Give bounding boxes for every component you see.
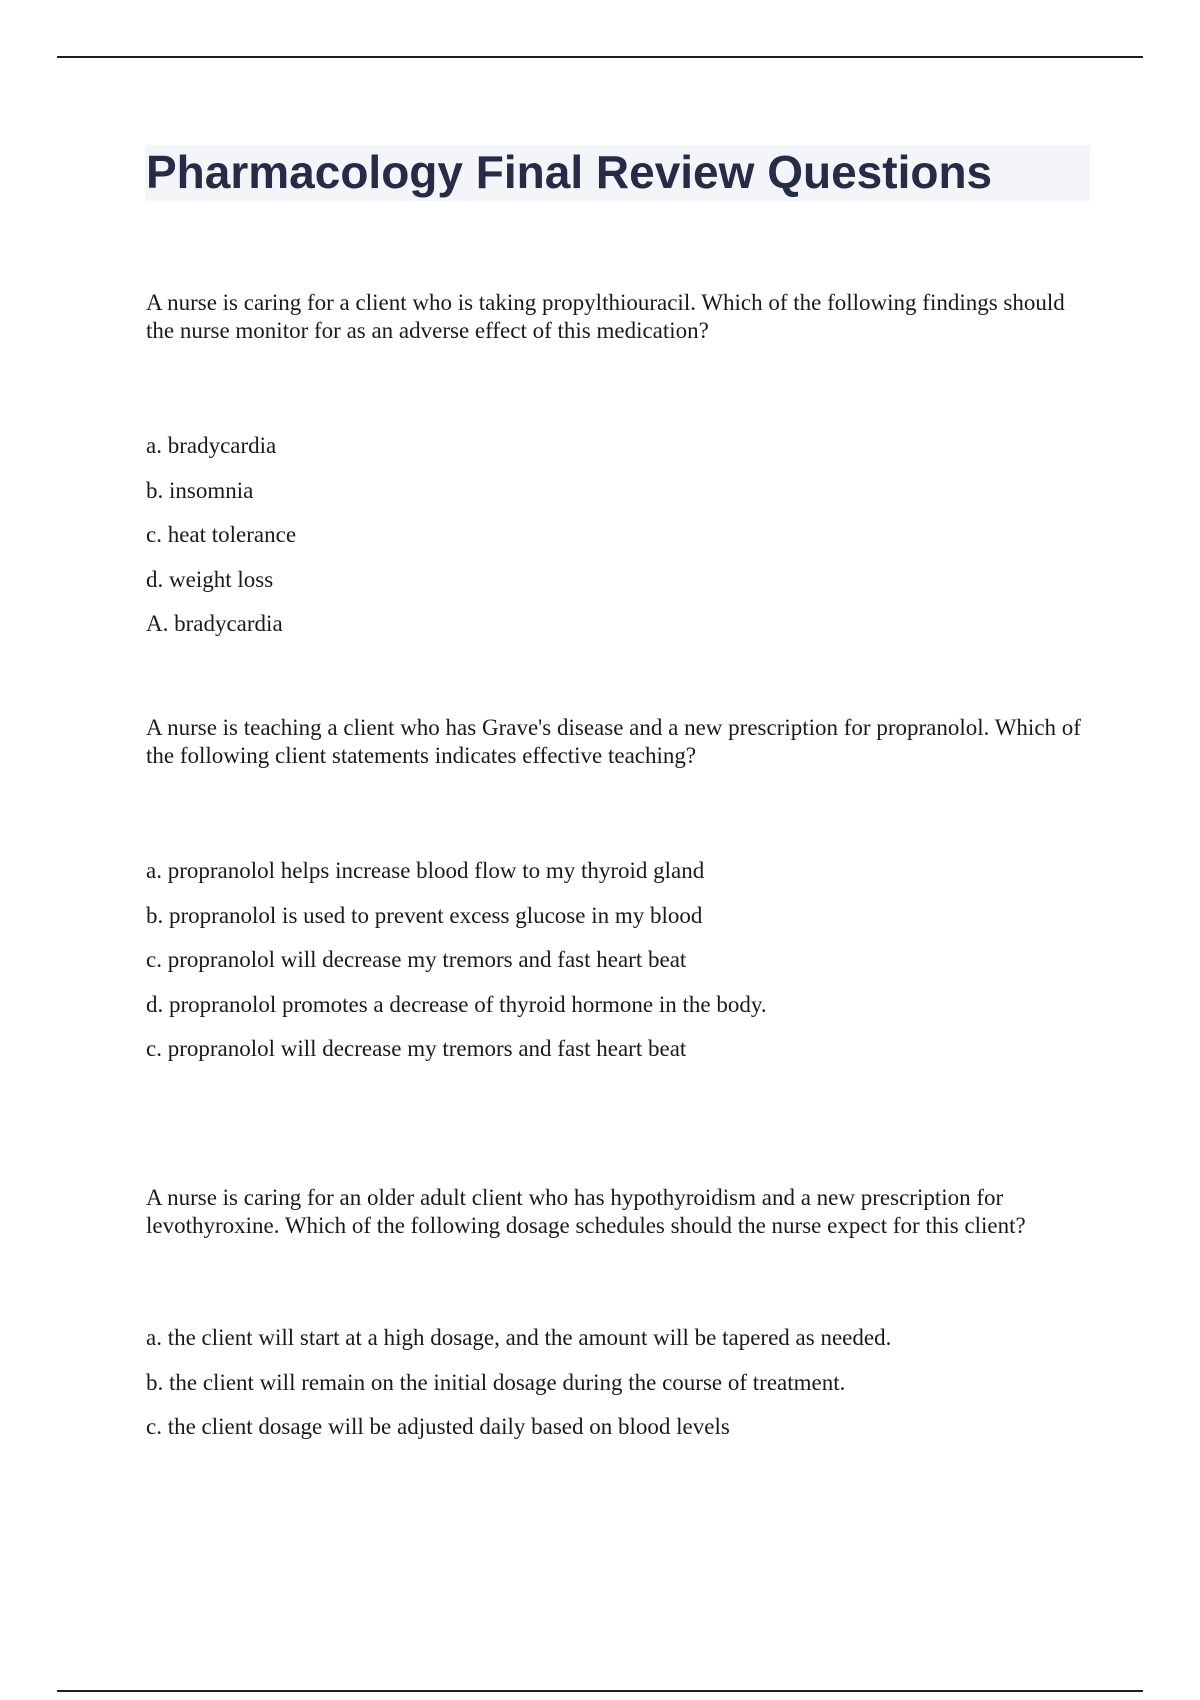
option-c: c. the client dosage will be adjusted daily based on blood levels <box>146 1414 730 1439</box>
question-2 <box>146 714 1086 1063</box>
top-divider <box>57 56 1143 58</box>
question-text: A nurse is caring for a client who is taking propylthiouracil. Which of the following findings should the nurse monitor for as an adverse effect of this medication? <box>146 290 1065 343</box>
page-title: Pharmacology Final Review Questions <box>146 146 993 198</box>
option-a: a. propranolol helps increase blood flow to my thyroid gland <box>146 858 705 883</box>
option-b: b. insomnia <box>146 477 254 503</box>
question-text: A nurse is caring for an older adult client who has hypothyroidism and a new prescription for levothyroxine. Which of the following dosage schedules should the nurse expect for this client? <box>146 1185 1026 1238</box>
option-c: c. heat tolerance <box>146 522 297 547</box>
option-a: a. bradycardia <box>146 433 277 458</box>
option-d: d. propranolol promotes a decrease of thyroid hormone in the body. <box>146 991 767 1017</box>
option-c: c. propranolol will decrease my tremors and fast heart beat <box>146 947 687 972</box>
bottom-divider <box>57 1690 1143 1692</box>
option-d: d. weight loss <box>146 566 274 592</box>
option-list <box>146 857 1086 1035</box>
option-a: a. the client will start at a high dosage, and the amount will be tapered as needed. <box>146 1325 892 1350</box>
question-3 <box>146 1184 1086 1458</box>
answer-text: c. propranolol will decrease my tremors and fast heart beat <box>146 1036 687 1061</box>
option-list <box>146 432 1086 610</box>
question-1 <box>146 289 1086 638</box>
option-list <box>146 1324 1086 1458</box>
answer-text: A. bradycardia <box>146 611 283 636</box>
option-b: b. the client will remain on the initial dosage during the course of treatment. <box>146 1369 846 1395</box>
option-b: b. propranolol is used to prevent excess glucose in my blood <box>146 902 703 928</box>
question-text: A nurse is teaching a client who has Grave's disease and a new prescription for propranolol. Which of the following client statements indicates effective teaching? <box>146 715 1081 768</box>
